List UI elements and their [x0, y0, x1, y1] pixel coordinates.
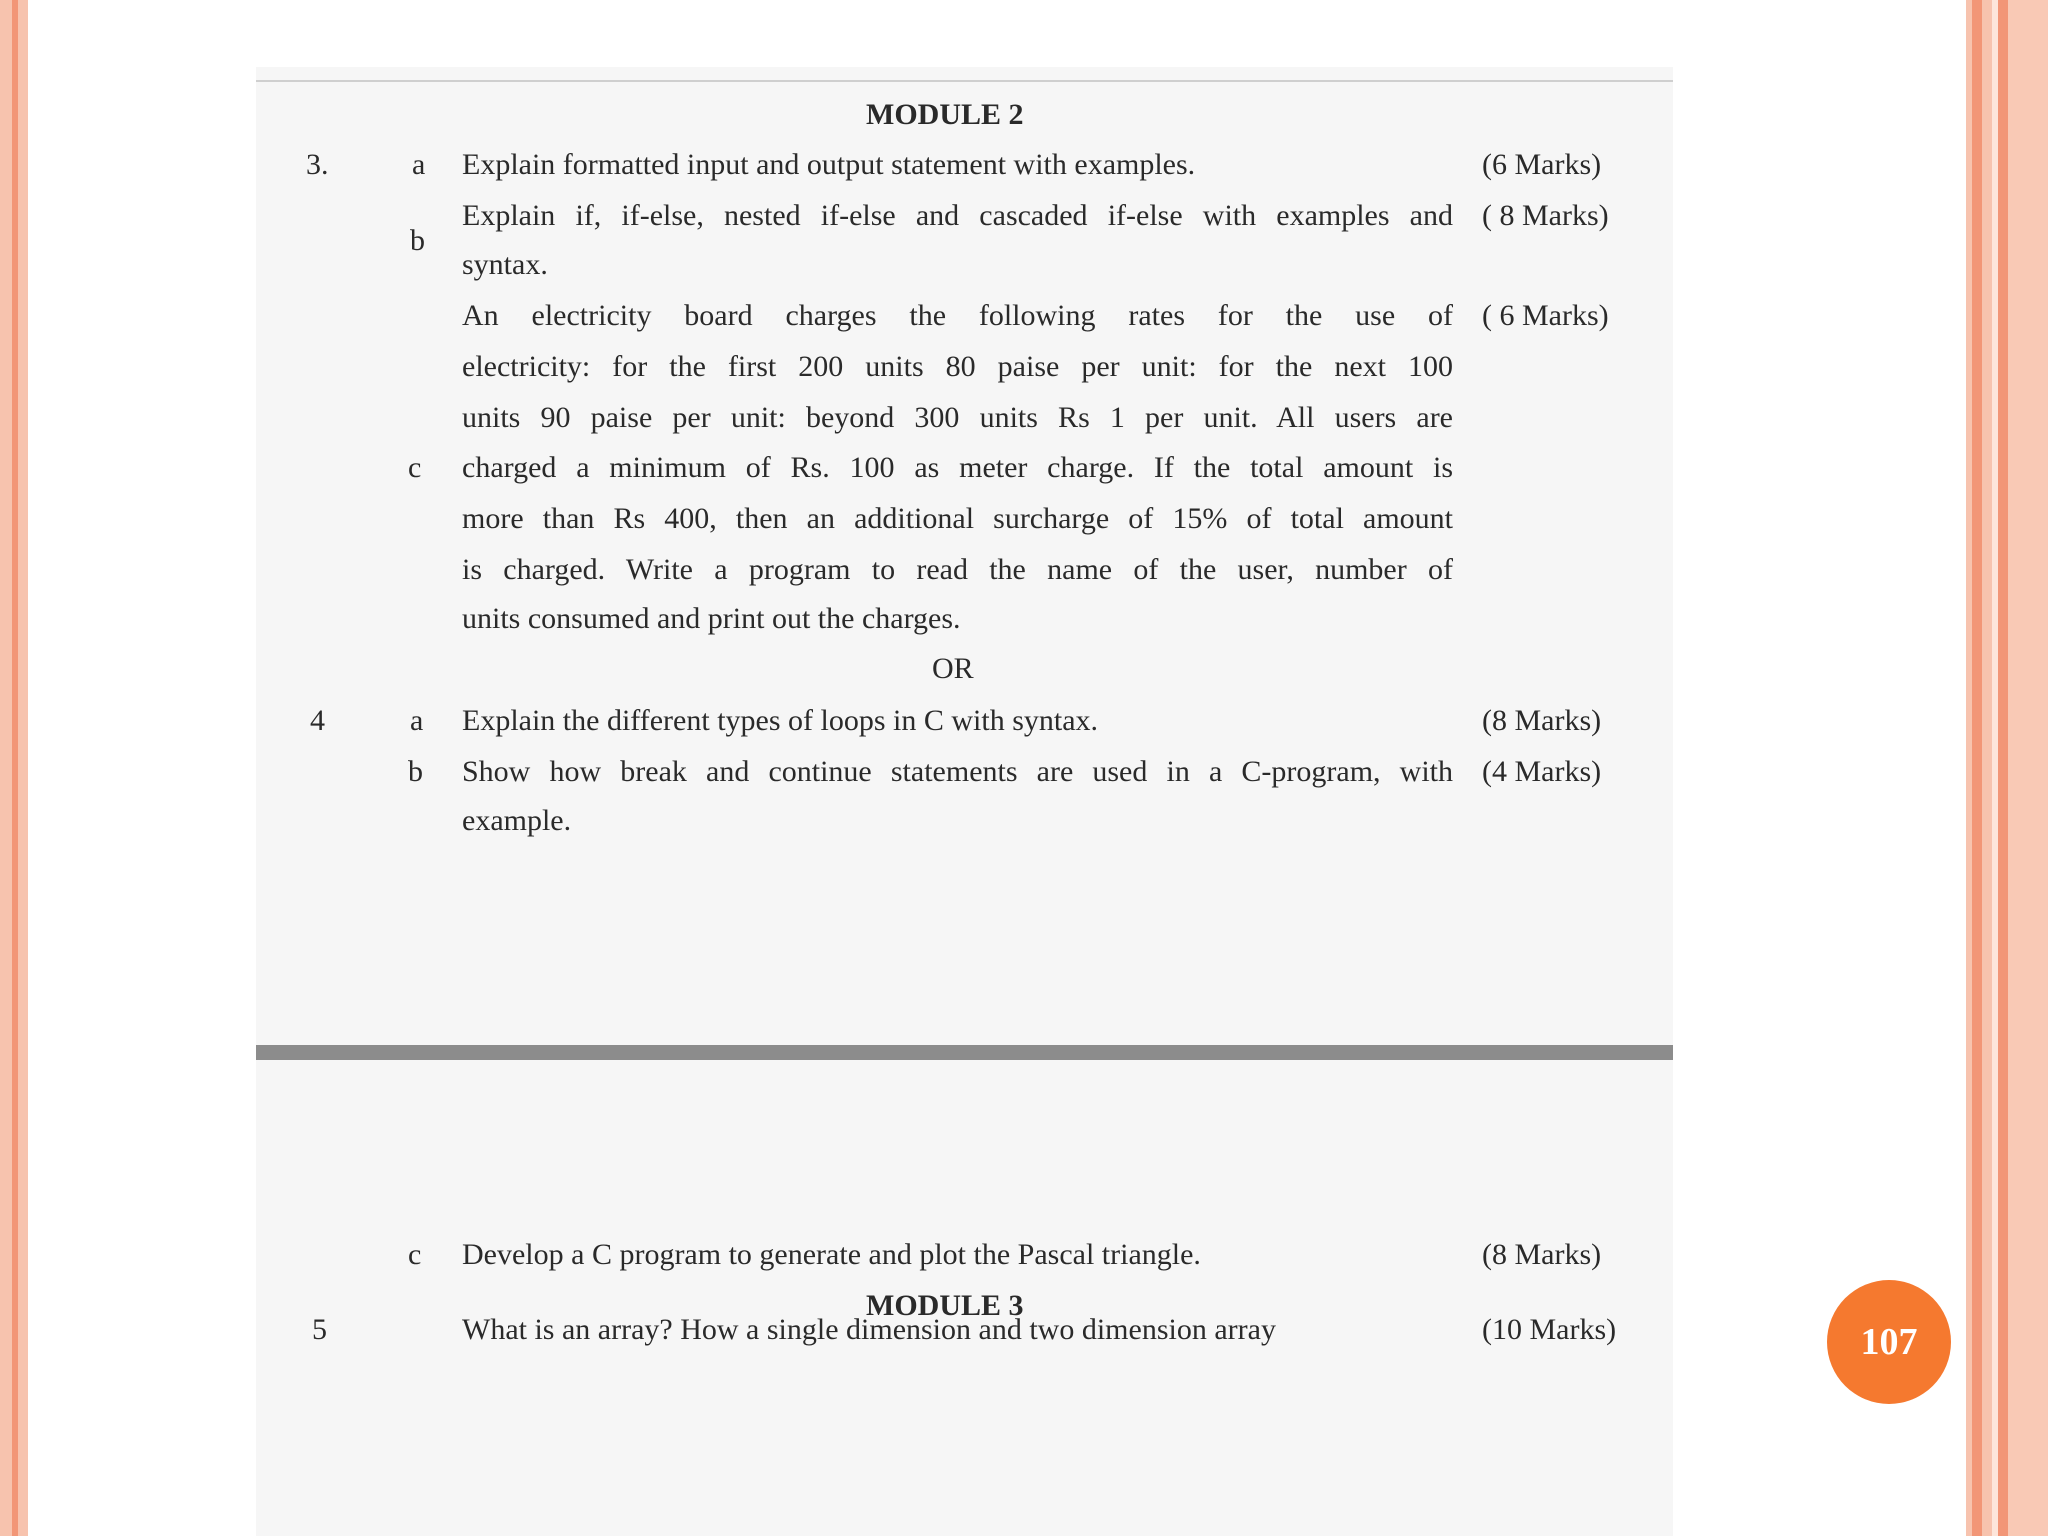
q5-marks: (10 Marks) [1482, 1313, 1617, 1346]
right-border [1966, 0, 2048, 1536]
q3c-line-7: units consumed and print out the charges. [462, 602, 961, 635]
q3b-line-1: Explain if, if-else, nested if-else and cascaded if-else with examples and [462, 199, 1453, 232]
module-2-heading: MODULE 2 [866, 98, 1024, 131]
q3b-line-2: syntax. [462, 248, 548, 281]
q4c-label: c [408, 1238, 422, 1271]
q3a-text: Explain formatted input and output statement with examples. [462, 148, 1196, 181]
q3b-marks: ( 8 Marks) [1482, 199, 1609, 232]
q3c-line-2: electricity: for the first 200 units 80 paise per unit: for the next 100 [462, 350, 1453, 383]
question-3-number: 3. [306, 148, 329, 181]
q3a-label: a [412, 148, 426, 181]
q3c-marks: ( 6 Marks) [1482, 299, 1609, 332]
question-4-number: 4 [310, 704, 325, 737]
q3c-label: c [408, 451, 422, 484]
q4b-line-1: Show how break and continue statements are used in a C-program, with [462, 755, 1453, 788]
top-rule [256, 80, 1673, 82]
or-separator: OR [932, 652, 974, 685]
q3c-line-4: charged a minimum of Rs. 100 as meter charge. If the total amount is [462, 451, 1453, 484]
page-break-rule [256, 1045, 1673, 1060]
q4a-label: a [410, 704, 424, 737]
q5-text: What is an array? How a single dimension and two dimension array [462, 1313, 1276, 1346]
q4b-marks: (4 Marks) [1482, 755, 1602, 788]
q3a-marks: (6 Marks) [1482, 148, 1602, 181]
q3c-line-1: An electricity board charges the following rates for the use of [462, 299, 1453, 332]
left-border-accent [12, 0, 18, 1536]
q5-clipped-line [256, 1313, 1673, 1349]
q4c-marks: (8 Marks) [1482, 1238, 1602, 1271]
q4a-marks: (8 Marks) [1482, 704, 1602, 737]
q4a-text: Explain the different types of loops in C with syntax. [462, 704, 1099, 737]
module-3-heading: MODULE 3 [866, 1289, 1024, 1322]
q4b-label: b [408, 755, 423, 788]
q4b-line-2: example. [462, 804, 572, 837]
q4c-text: Develop a C program to generate and plot the Pascal triangle. [462, 1238, 1201, 1271]
page-number-badge: 107 [1827, 1280, 1951, 1404]
q3b-label: b [410, 224, 425, 257]
q5-number: 5 [312, 1313, 327, 1346]
q3c-line-5: more than Rs 400, then an additional surcharge of 15% of total amount [462, 502, 1453, 535]
q3c-line-6: is charged. Write a program to read the name of the user, number of [462, 553, 1453, 586]
q3c-line-3: units 90 paise per unit: beyond 300 units Rs 1 per unit. All users are [462, 401, 1453, 434]
